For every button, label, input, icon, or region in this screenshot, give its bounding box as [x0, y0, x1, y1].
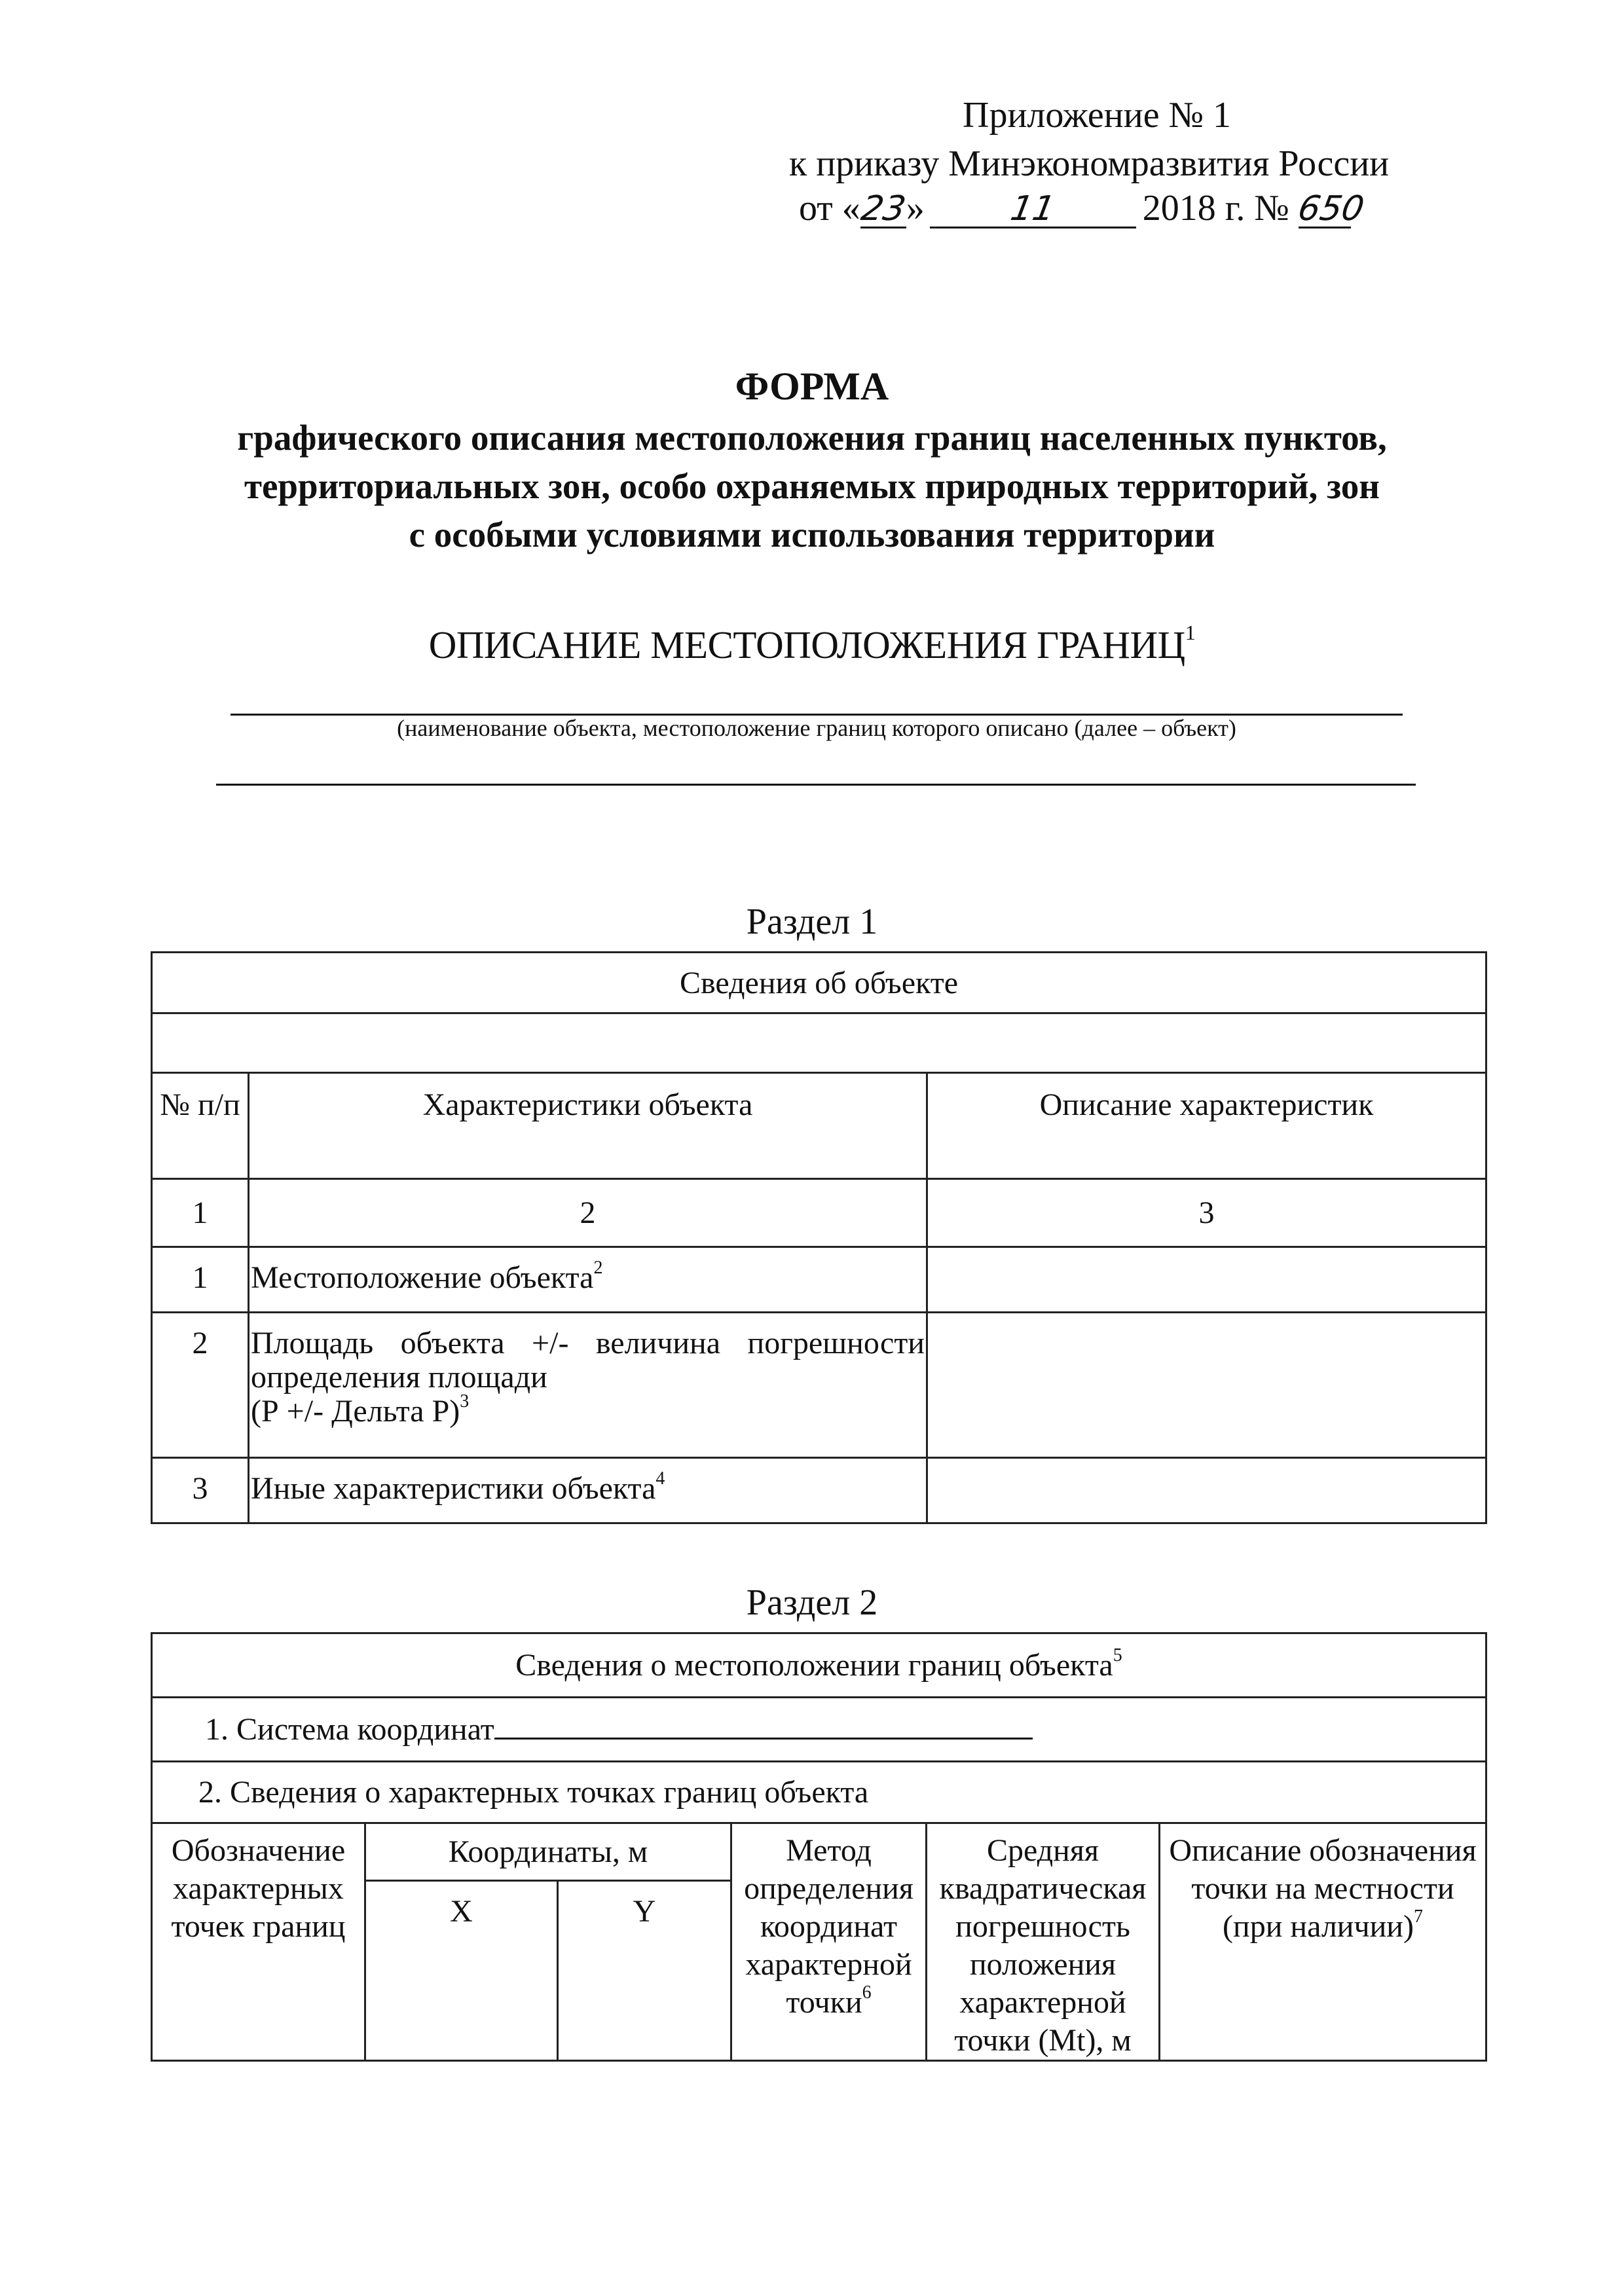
form-subtitle — [118, 414, 1506, 559]
characteristic-label: Иные характеристики объекта$^4$ — [249, 1458, 927, 1523]
header-method: Метод определения координат характерной точки$^6$ — [731, 1823, 927, 2061]
handwritten-day: 23 — [858, 189, 909, 228]
footnote-marker: 5 — [1113, 1645, 1122, 1666]
table-title-cell: Сведения об объекте — [152, 953, 1486, 1013]
description-heading: ОПИСАНИЕ МЕСТОПОЛОЖЕНИЯ ГРАНИЦ$^1$ — [428, 621, 1196, 666]
characteristic-value — [927, 1247, 1486, 1313]
appendix-date-line — [799, 188, 1367, 228]
characteristic-label: Площадь объекта +/- величина погрешности определения площади (Р +/- Дельта Р)$^3$ — [249, 1313, 927, 1458]
characteristic-value — [927, 1458, 1486, 1523]
header-y: Y — [558, 1881, 731, 2061]
handwritten-order-number: 650 — [1295, 189, 1367, 228]
footnote-marker: 6 — [862, 1982, 872, 2003]
row-number: 2 — [152, 1313, 249, 1458]
year-and-number-label: 2018 г. № — [1142, 188, 1289, 228]
header-point-description: Описание обозначения точки на местности (при наличии)$^7$ — [1160, 1823, 1486, 2061]
header-description: Описание характеристик — [927, 1073, 1486, 1179]
column-number: 3 — [927, 1179, 1486, 1247]
footnote-marker: 7 — [1413, 1906, 1423, 1927]
header-coordinates: Координаты, м — [365, 1823, 731, 1881]
date-prefix: от « — [799, 188, 860, 228]
appendix-order-reference: к приказу Минэкономразвития России — [789, 143, 1390, 184]
object-name-caption: (наименование объекта, местоположение границ которого описано (далее – объект) — [397, 715, 1236, 741]
row-number: 1 — [152, 1247, 249, 1313]
row-number: 3 — [152, 1458, 249, 1523]
header-x: X — [365, 1881, 558, 2061]
footnote-marker: 2 — [593, 1258, 603, 1278]
form-title: ФОРМА — [735, 365, 889, 408]
handwritten-month: 11 — [930, 190, 1136, 228]
form-subtitle-line: графического описания местоположения границ населенных пунктов, — [237, 418, 1387, 458]
header-num: № п/п — [152, 1073, 249, 1179]
empty-row — [152, 1013, 1486, 1073]
coordinate-system-blank — [494, 1714, 1033, 1740]
object-name-line-2 — [216, 784, 1416, 786]
footnote-marker: 4 — [655, 1468, 665, 1489]
appendix-number: Приложение № 1 — [963, 95, 1231, 136]
characteristic-value — [927, 1313, 1486, 1458]
form-subtitle-line: с особыми условиями использования территории — [409, 515, 1215, 555]
column-number: 2 — [249, 1179, 927, 1247]
form-subtitle-line: территориальных зон, особо охраняемых природных территорий, зон — [244, 466, 1380, 506]
object-info-table — [151, 951, 1487, 1524]
date-mid: » — [906, 188, 925, 228]
header-point-designation: Обозначение характерных точек границ — [152, 1823, 365, 2061]
section-1-title: Раздел 1 — [746, 902, 878, 942]
column-number: 1 — [152, 1179, 249, 1247]
coordinate-system-cell: 1. Система координат — [152, 1698, 1486, 1762]
points-heading-cell: 2. Сведения о характерных точках границ объекта — [152, 1762, 1486, 1823]
characteristic-label: Местоположение объекта$^2$ — [249, 1247, 927, 1313]
header-mean-error: Средняя квадратическая погрешность положения характерной точки (Mt), м — [927, 1823, 1160, 2061]
footnote-marker: 1 — [1185, 621, 1196, 644]
boundary-points-table — [151, 1632, 1487, 2062]
header-characteristics: Характеристики объекта — [249, 1073, 927, 1179]
section-2-title: Раздел 2 — [746, 1582, 878, 1623]
table-title-cell: Сведения о местоположении границ объекта$^5$ — [152, 1633, 1486, 1698]
footnote-marker: 3 — [460, 1391, 470, 1412]
